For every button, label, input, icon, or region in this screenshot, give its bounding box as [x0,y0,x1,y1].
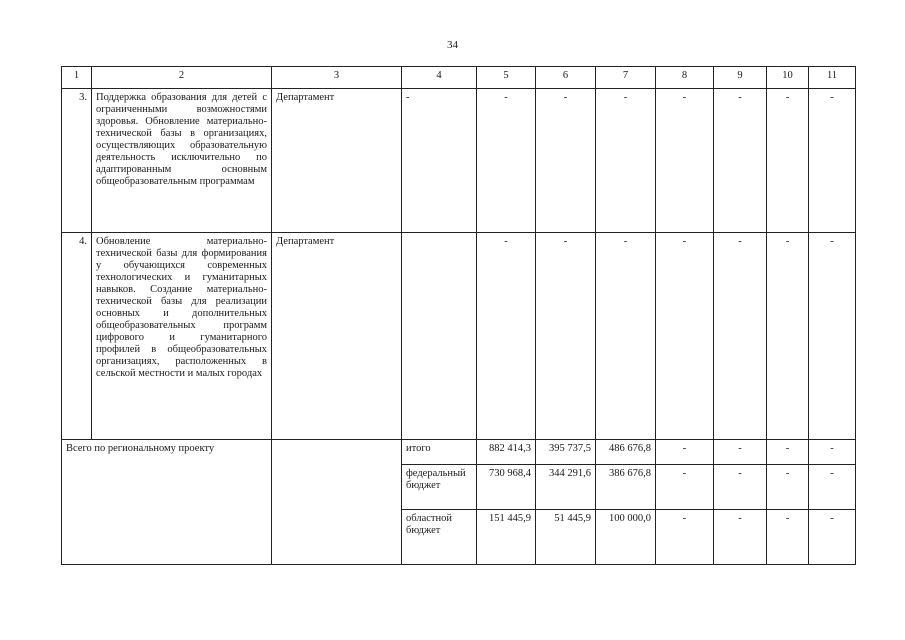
total-col9: - [714,510,767,565]
total-col7: 486 676,8 [596,440,656,465]
total-col11: - [809,440,856,465]
header-cell: 11 [809,67,856,89]
total-col11: - [809,465,856,510]
total-col9: - [714,465,767,510]
header-cell: 9 [714,67,767,89]
cell-col6: - [536,233,596,440]
row-name: Обновление материально-технической базы для формирования у обучающихся современных технологических и гуманитарных навыков. Создание материально-технической базы для реализации основных и дополнительных общеобразовательных программ цифрового и гуманитарного профилей в общеобразовательных организациях, расположенных в сельской местности и малых городах [92,233,272,440]
header-cell: 7 [596,67,656,89]
header-cell: 8 [656,67,714,89]
header-cell: 4 [402,67,477,89]
cell-col5: - [477,89,536,233]
row-department: Департамент [272,233,402,440]
total-col10: - [767,510,809,565]
total-type: итого [402,440,477,465]
total-col8: - [656,510,714,565]
cell-col6: - [536,89,596,233]
cell-col10: - [767,233,809,440]
total-col8: - [656,465,714,510]
cell-col9: - [714,233,767,440]
cell-col10: - [767,89,809,233]
total-col6: 395 737,5 [536,440,596,465]
cell-col11: - [809,89,856,233]
header-cell: 2 [92,67,272,89]
total-col8: - [656,440,714,465]
budget-table [61,66,856,565]
total-label: Всего по региональному проекту [62,440,272,565]
cell-col4 [402,233,477,440]
total-col5: 882 414,3 [477,440,536,465]
page-number: 34 [447,39,458,51]
total-col6: 344 291,6 [536,465,596,510]
row-name: Поддержка образования для детей с ограниченными возможностями здоровья. Обновление материально-технической базы в организациях, осуществляющих образовательную деятельность исключительно по адаптированным основным общеобразовательным программам [92,89,272,233]
row-number: 3. [62,89,92,233]
total-col5: 730 968,4 [477,465,536,510]
cell-col7: - [596,233,656,440]
header-cell: 3 [272,67,402,89]
total-col6: 51 445,9 [536,510,596,565]
header-cell: 6 [536,67,596,89]
cell-col5: - [477,233,536,440]
row-number: 4. [62,233,92,440]
table-row [62,89,856,233]
header-cell: 5 [477,67,536,89]
cell-col8: - [656,233,714,440]
cell-col4: - [402,89,477,233]
total-col5: 151 445,9 [477,510,536,565]
cell-col11: - [809,233,856,440]
total-type: областной бюджет [402,510,477,565]
row-department: Департамент [272,89,402,233]
total-department-empty [272,440,402,565]
total-col11: - [809,510,856,565]
total-row [62,440,856,465]
header-cell: 1 [62,67,92,89]
cell-col7: - [596,89,656,233]
table-row [62,233,856,440]
cell-col8: - [656,89,714,233]
total-col10: - [767,465,809,510]
total-col9: - [714,440,767,465]
total-type: федеральный бюджет [402,465,477,510]
total-col7: 100 000,0 [596,510,656,565]
cell-col9: - [714,89,767,233]
total-col10: - [767,440,809,465]
header-cell: 10 [767,67,809,89]
header-row [62,67,856,89]
total-col7: 386 676,8 [596,465,656,510]
